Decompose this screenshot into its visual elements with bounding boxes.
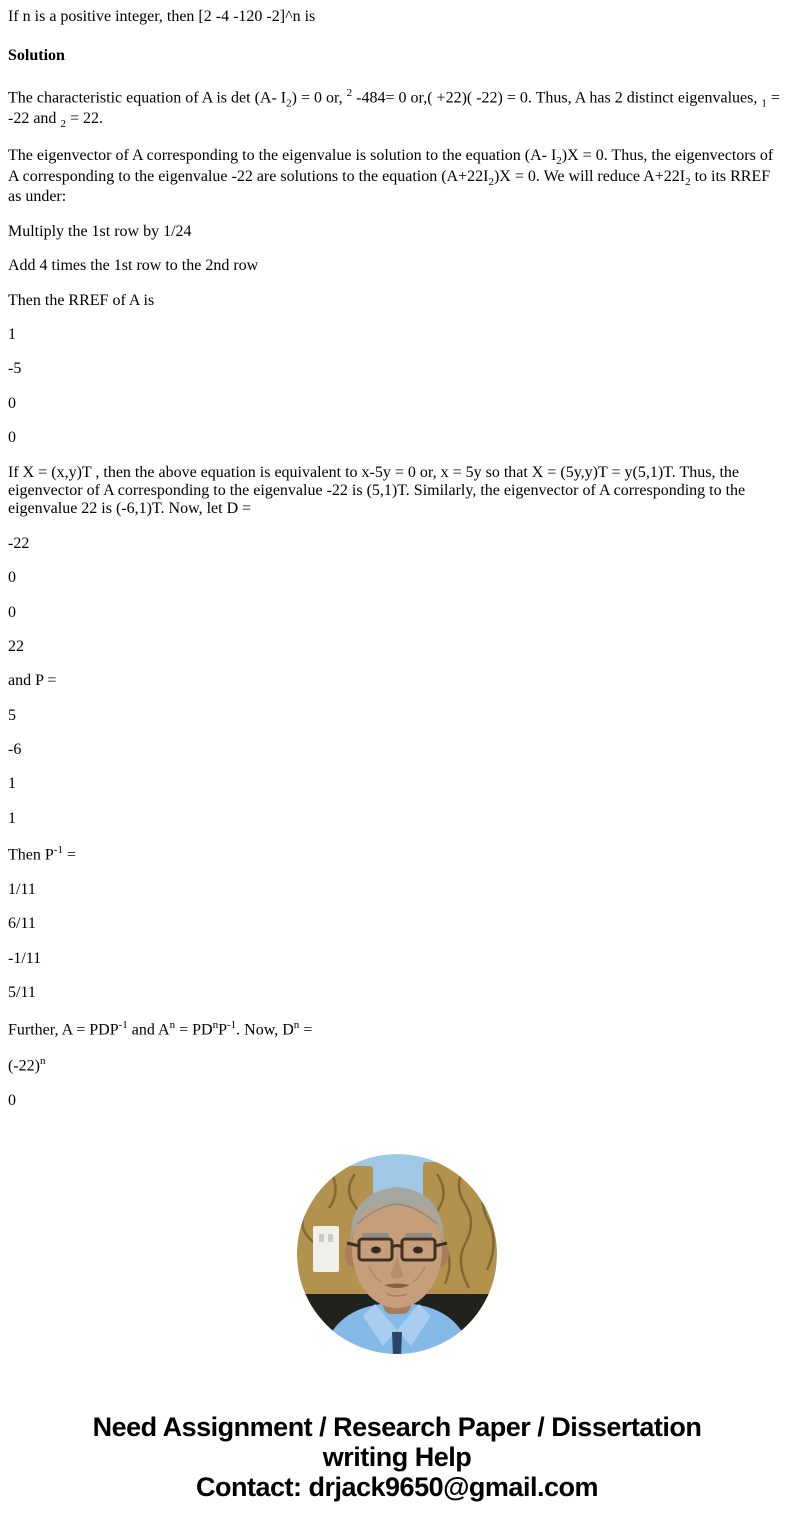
person-photo (297, 1154, 497, 1354)
paragraph: Then the RREF of A is (8, 291, 155, 309)
paragraph: -5 (8, 360, 22, 378)
avatar (8, 1154, 786, 1359)
paragraph: and P = (8, 672, 57, 690)
paragraph: $(-22)^n$ (8, 1055, 46, 1075)
paragraph: 0 (8, 429, 16, 447)
paragraph: The characteristic equation of A is det (A- $I_2) = 0$ or, $^2$ -484= 0 or,( +22)( -22) = 0. Thus, A has 2 distinct eigenvalues, $_1$ = -22 and $_2$ = 22. (8, 86, 780, 131)
paragraph: 5 (8, 706, 16, 724)
paragraph: -1/11 (8, 949, 42, 967)
paragraph: Further, $A = PDP^{-1}$ and $A^n = PD^nP^{-1}$. Now, $D^n$ = (8, 1018, 313, 1038)
photo-eyebrow-left (362, 1233, 389, 1237)
paragraph: 1 (8, 775, 16, 793)
paragraph: If X = (x,y)T , then the above equation is equivalent to x-5y = 0 or, x = 5y so that X = (5y,y)T = y(5,1)T. Thus, the eigenvector of A corresponding to the eigenvalue -22 is (5,1)T. Similarly, the eigenvector of A corresponding to the eigenvalue 22 is (-6,1)T. Now, let D = (8, 463, 746, 518)
paragraph: 1 (8, 809, 16, 827)
paragraph: 6/11 (8, 915, 36, 933)
paragraph: 1 (8, 325, 16, 343)
photo-eye-left (371, 1247, 381, 1254)
paragraph: -6 (8, 741, 22, 759)
photo-eyebrow-right (405, 1233, 432, 1237)
switch-detail (328, 1234, 333, 1242)
paragraph: 0 (8, 394, 16, 412)
paragraph: -22 (8, 534, 30, 552)
paragraph: Add 4 times the 1st row to the 2nd row (8, 257, 259, 275)
document-body (8, 8, 786, 1110)
paragraph: Multiply the 1st row by 1/24 (8, 222, 192, 240)
footer-line-2: writing Help (322, 1441, 472, 1472)
paragraph: The eigenvector of A corresponding to the eigenvalue is solution to the equation (A- $I_2)X = 0$. Thus, the eigenvectors of A corresponding to the eigenvalue -22 are solutions to the equation $(A+22I_2)X = 0$. We will reduce $A+22I_2$ to its RREF as under: (8, 146, 774, 206)
paragraph: Then $P^{-1}$ = (8, 844, 76, 864)
section-heading: Solution (8, 47, 65, 65)
switch-detail (319, 1234, 324, 1242)
paragraph: If n is a positive integer, then [2 -4 -120 -2]^n is (8, 8, 316, 25)
paragraph: 1/11 (8, 880, 36, 898)
paragraph: 22 (8, 637, 24, 655)
paragraph: 0 (8, 1091, 16, 1109)
photo-tie (392, 1332, 402, 1354)
footer-line-1: Need Assignment / Research Paper / Dissertation (92, 1411, 702, 1442)
footer-banner (8, 1412, 786, 1502)
photo-eye-right (413, 1247, 423, 1254)
paragraph: 5/11 (8, 984, 36, 1002)
photo-switch-plate (313, 1226, 339, 1272)
footer-contact-email: Contact: drjack9650@gmail.com (196, 1471, 598, 1502)
paragraph: 0 (8, 603, 16, 621)
paragraph: 0 (8, 569, 16, 587)
